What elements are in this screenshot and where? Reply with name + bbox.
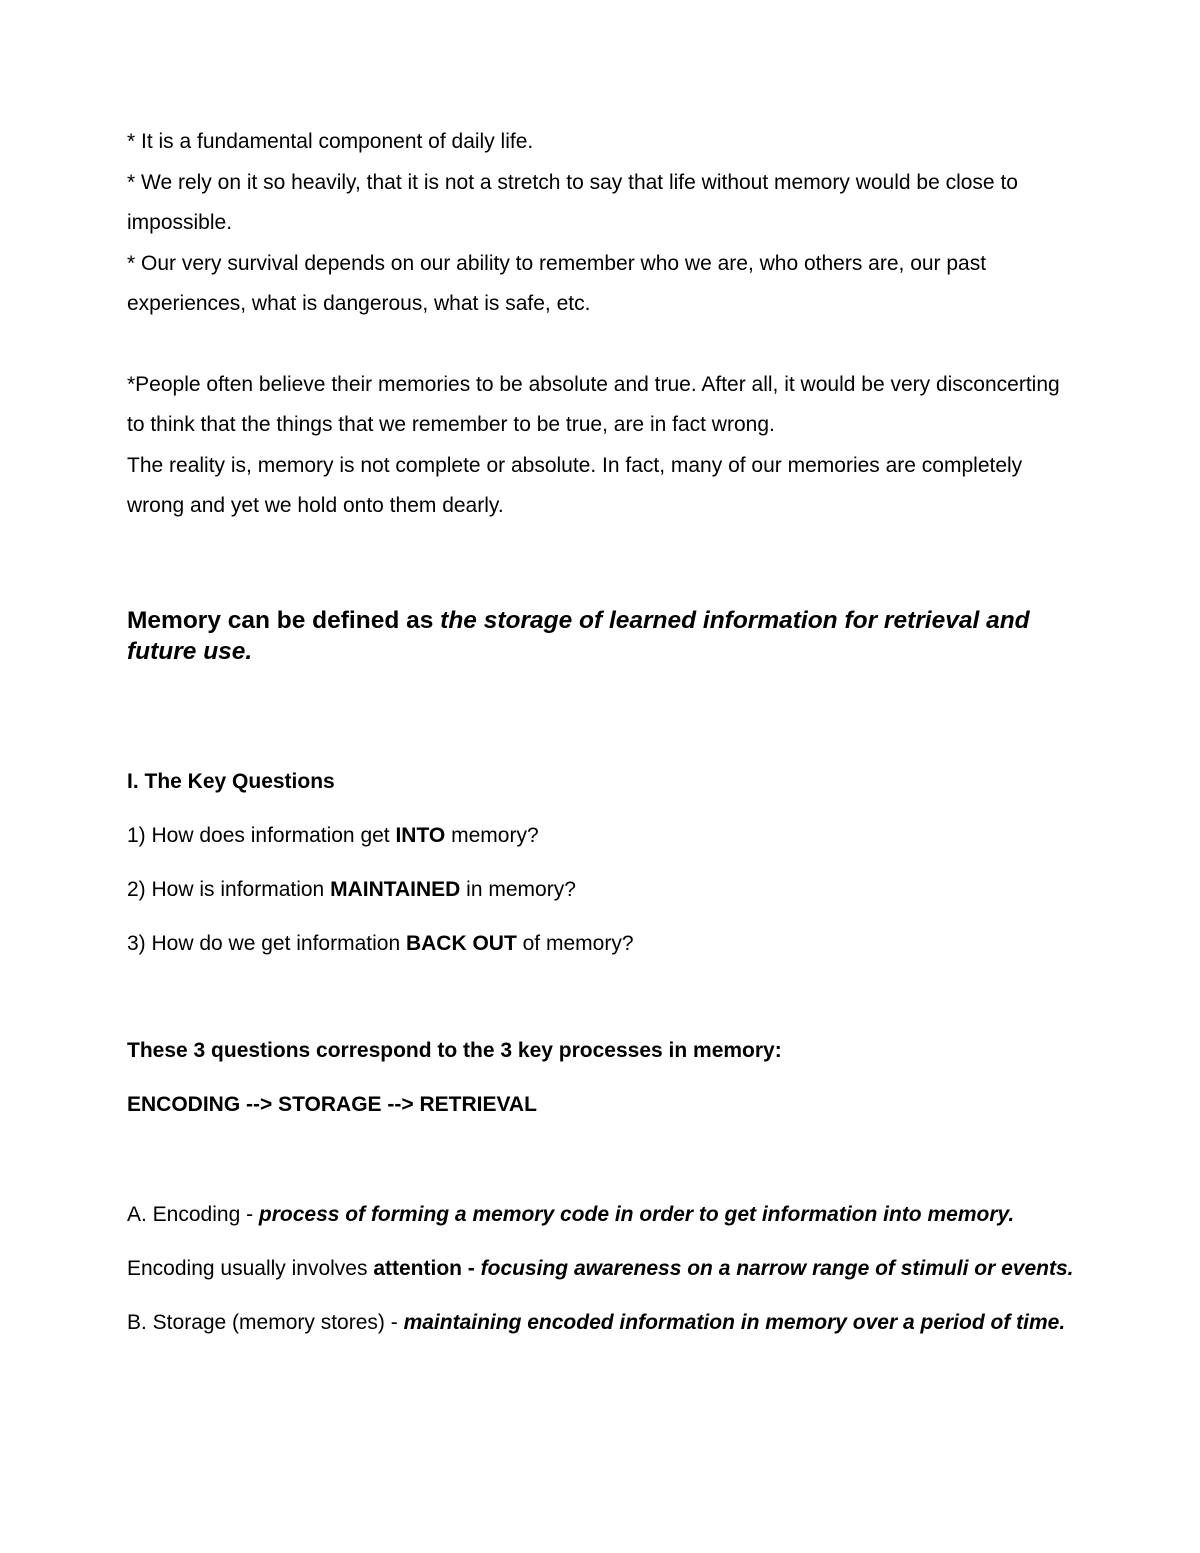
paragraph-line: The reality is, memory is not complete or absolute. In fact, many of our memories are completely wrong and yet we hold onto them dearly.	[127, 453, 1023, 517]
question-item	[127, 875, 1077, 905]
attention-term: attention -	[373, 1256, 481, 1280]
bullet-item: * We rely on it so heavily, that it is not a stretch to say that life without memory would be close to impossible.	[127, 170, 1018, 234]
encoding-definition	[127, 1201, 1077, 1228]
definition-text: the storage of learned information for retrieval and future use.	[127, 606, 1030, 665]
key-questions-list	[127, 821, 1077, 959]
attention-desc: focusing awareness on a narrow range of stimuli or events.	[480, 1256, 1074, 1280]
attention-definition	[127, 1255, 1077, 1282]
question-text: 1) How does information get	[127, 823, 396, 847]
bullet-item: * Our very survival depends on our ability to remember who we are, who others are, our past experiences, what is dangerous, what is safe, etc.	[127, 251, 987, 315]
question-text: 2) How is information	[127, 877, 331, 901]
question-item	[127, 929, 1077, 959]
question-text: of memory?	[516, 931, 634, 955]
section-heading: I. The Key Questions	[127, 769, 335, 793]
process-flow: ENCODING --> STORAGE --> RETRIEVAL	[127, 1092, 537, 1116]
attention-lead: Encoding usually involves	[127, 1256, 374, 1280]
document-content	[127, 122, 1077, 1336]
question-item	[127, 821, 1077, 851]
bullet-item: * It is a fundamental component of daily life.	[127, 130, 534, 153]
storage-desc: maintaining encoded information in memory over a period of time.	[403, 1310, 1066, 1334]
memory-definition	[127, 605, 1077, 667]
processes-intro: These 3 questions correspond to the 3 key processes in memory:	[127, 1038, 782, 1062]
question-text: in memory?	[460, 877, 576, 901]
storage-definition	[127, 1309, 1077, 1336]
bullet-list	[127, 122, 1077, 325]
question-keyword: BACK OUT	[405, 931, 517, 955]
encoding-term: A. Encoding -	[127, 1202, 259, 1226]
memory-reliability-paragraph	[127, 365, 1077, 527]
question-keyword: MAINTAINED	[330, 877, 461, 901]
encoding-desc: process of forming a memory code in order to get information into memory.	[258, 1202, 1015, 1226]
paragraph-line: *People often believe their memories to be absolute and true. After all, it would be very disconcerting to think that the things that we remember to be true, are in fact wrong.	[127, 372, 1060, 436]
question-text: 3) How do we get information	[127, 931, 406, 955]
question-keyword: INTO	[395, 823, 446, 847]
storage-term: B. Storage (memory stores) -	[127, 1310, 404, 1334]
definition-lead: Memory can be defined as	[127, 606, 441, 634]
question-text: memory?	[445, 823, 539, 847]
